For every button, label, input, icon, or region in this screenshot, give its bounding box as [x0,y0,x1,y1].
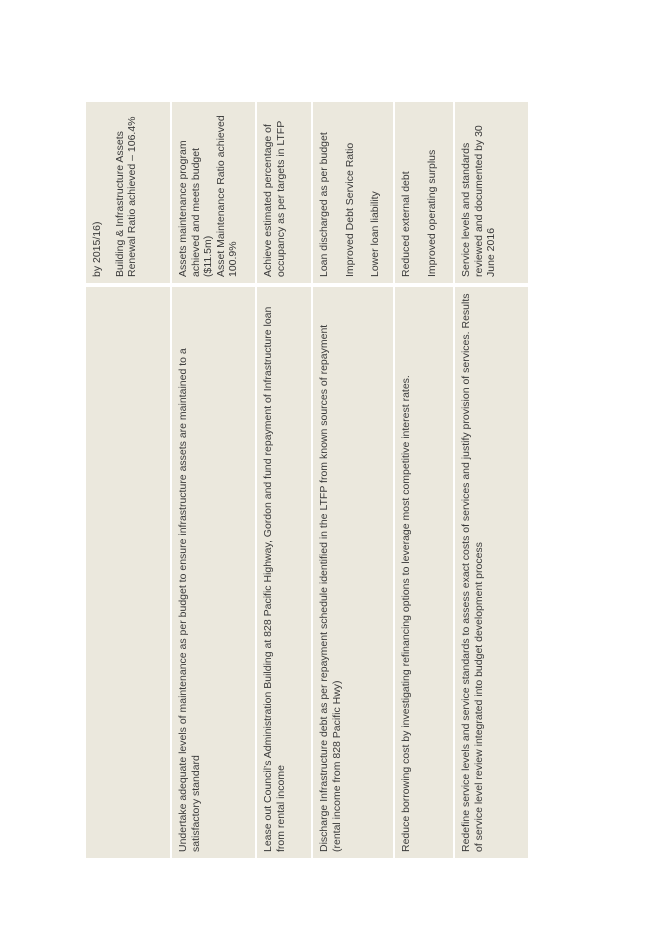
measure-text: by 2015/16) [91,221,103,277]
table-row [86,102,170,858]
table-row [172,102,255,858]
measure-text: Reduced external debt [400,171,412,277]
table-row [257,102,311,858]
measure-text: Asset Maintenance Ratio achieved 100.9% [214,115,239,277]
measure-cell [86,102,170,283]
measure-text: Improved operating surplus [425,149,438,277]
action-cell [172,287,255,858]
action-text: Redefine service levels and service standards to assess exact costs of services and justify provision of services. Results of service level review integrated into budget development process [460,293,485,852]
measure-text: Improved Debt Service Ratio [343,142,356,277]
measure-text: Achieve estimated percentage of occupancy as per targets in LTFP [262,120,287,277]
measure-text: Service levels and standards reviewed and documented by 30 June 2016 [460,125,497,277]
action-text: Discharge Infrastructure debt as per repayment schedule identified in the LTFP from known sources of repayment [318,324,330,852]
table-row [313,102,393,858]
measure-text: Lower loan liability [369,191,381,277]
measure-cell [172,102,255,283]
action-cell [313,287,393,858]
action-text: Reduce borrowing cost by investigating refinancing options to leverage most competitive interest rates. [400,375,412,852]
action-note: (rental income from 828 Pacific Hwy) [330,680,343,852]
measure-text: Building & Infrastructure Assets Renewal Ratio achieved – 106.4% [113,116,138,277]
measure-cell [395,102,453,283]
measure-text: Assets maintenance program achieved and meets budget ($11.5m) [177,140,214,277]
action-cell [257,287,311,858]
action-cell [395,287,453,858]
action-text: Undertake adequate levels of maintenance as per budget to ensure infrastructure assets are maintained to a satisfactory standard [177,348,202,852]
action-cell [455,287,528,858]
measure-text: Loan discharged as per budget [318,132,330,277]
table-row [395,102,453,858]
measure-cell [257,102,311,283]
strategy-table [86,102,528,858]
table-row [455,102,528,858]
action-cell [86,287,170,858]
measure-cell [313,102,393,283]
measure-cell [455,102,528,283]
action-text: Lease out Council’s Administration Building at 828 Pacific Highway, Gordon and fund repayment of Infrastructure loan from rental income [262,306,287,852]
